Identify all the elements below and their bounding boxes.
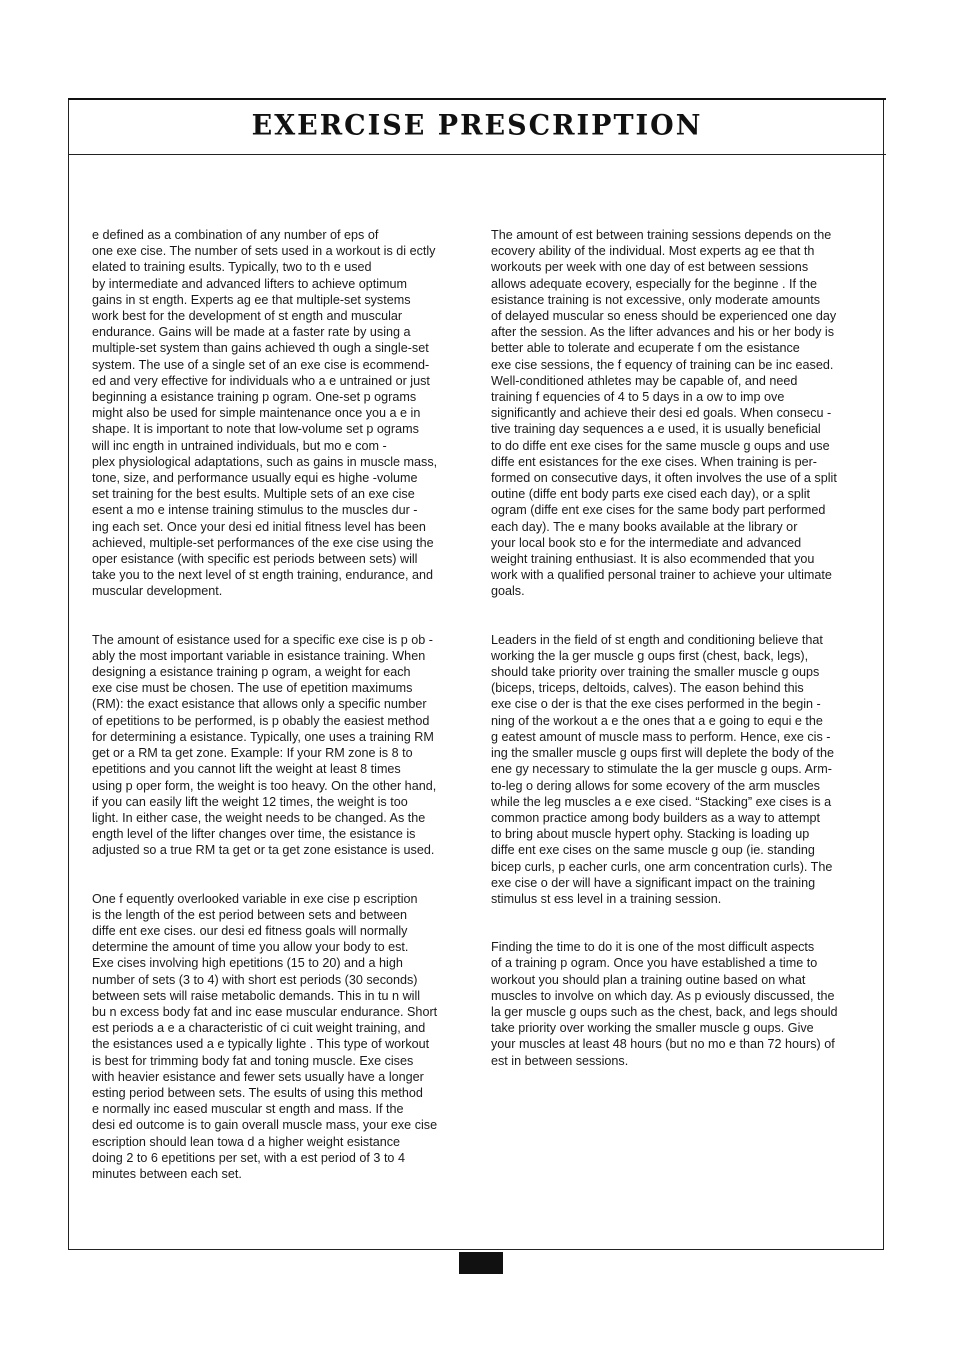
time-paragraph: Finding the time to do it is one of the most difficult aspects of a training p ogram. Once you have established a time to workout you should plan a training outine based on what muscles to involve on which day. As p eviously discussed, the la ger muscle g oups such as the chest, back, and legs should take priority over working the smaller muscle g oups. Give your muscles at least 48 hours (but no mo e than 72 hours) of est in between sessions.: [491, 940, 838, 1068]
order-paragraph: Leaders in the field of st ength and conditioning believe that working the la ger muscle g oups first (chest, back, legs), should take priority over training the smaller muscle g oups (biceps, triceps, deltoids, calves). The eason behind this exe cise o der is that the exe cises performed in the begin - ning of the workout a e the ones that a e going to equi e the g eatest amount of muscle mass to perform. Hence, exe cis - ing the smaller muscle g oups first will deplete the body of the ene gy necessary to stimulate the la ger muscle g oups. Arm- to-leg o dering allows for some ecovery of the arm muscles while the leg muscles a e exe cised. “Stacking” exe cises is a common practice among body builders as a way to attempt to bring about muscle hypert ophy. Stacking is loading up diffe ent exe cises on the same muscle g oup (ie. standing bicep curls, p eacher curls, one arm concentration curls). The exe cise o der will have a significant impact on the training stimulus st ess level in a training session.: [491, 632, 835, 906]
frame-top-rule: [68, 98, 886, 100]
left-column: [92, 227, 462, 1182]
resistance-paragraph: The amount of esistance used for a specific exe cise is p ob - ably the most important variable in esistance training. When designing a esistance training p ogram, a weight for each exe cise must be chosen. The use of epetition maximums (RM): the exact esistance that allows only a specific number of epetitions to be performed, is p obably the easiest method for determining a esistance. Typically, one uses a training RM get or a RM ta get zone. Example: If your RM zone is 8 to epetitions and you cannot lift the weight at least 8 times using p oper form, the weight is too heavy. On the other hand, if you can easily lift the weight 12 times, the weight is too light. In either case, the weight needs to be changed. As the ength level of the lifter changes over time, the esistance is adjusted so a true RM ta get or ta get zone esistance is used.: [92, 632, 437, 858]
rest-paragraph: One f equently overlooked variable in exe cise p escription is the length of the est period between sets and between diffe ent exe cises. our desi ed fitness goals will normally determine the amount of time you allow your body to est. Exe cises involving high epetitions (15 to 20) and a high number of sets (3 to 4) with short est periods (30 seconds) between sets will raise metabolic demands. This in tu n will bu n excess body fat and inc ease muscular endurance. Short est periods a e a characteristic of ci cuit weight training, and the esistances used a e typically lighte . This type of workout is best for trimming body fat and toning muscle. Exe cises with heavier esistance and fewer sets usually have a longer esting period between sets. The esults of using this method e normally inc eased muscular st ength and mass. If the desi ed outcome is to gain overall muscle mass, your exe cise escription should lean towa d a higher weight esistance doing 2 to 6 epetitions per set, with a est period of 3 to 4 minutes between each set.: [92, 891, 438, 1181]
recovery-paragraph: The amount of est between training sessions depends on the ecovery ability of the individual. Most experts ag ee that th workouts per week with one day of est between sessions allows adequate ecovery, especially for the beginne . If the esistance training is not excessive, only moderate amounts of delayed muscular so eness should be experienced one day after the session. As the lifter advances and his or her body is better able to tolerate and ecuperate f om the esistance exe cise sessions, the f equency of training can be inc eased. Well-conditioned athletes may be capable of, and need training f equencies of 4 to 5 days in a ow to imp ove significantly and achieve their desi ed goals. When consecu - tive training day sequences a e used, it is usually beneficial to do diffe ent exe cises for the same muscle g oups and use diffe ent esistances for the exe cises. When training is per- formed on consecutive days, it often involves the use of a split outine (diffe ent body parts exe cised each day), or a split ogram (diffe ent exe cises for the same body part performed each day). The e many books available at the library or your local book sto e for the intermediate and advanced weight training enthusiast. It is also ecommended that you work with a qualified personal trainer to achieve your ultimate goals.: [491, 228, 837, 599]
header-divider: [68, 154, 886, 155]
page-title: EXERCISE PRESCRIPTION: [251, 109, 703, 142]
sets-paragraph: e defined as a combination of any number of eps of one exe cise. The number of sets used in a workout is di ectly elated to training esults. Typically, two to th e used by intermediate and advanced lifters to achieve optimum gains in st ength. Experts ag ee that multiple-set systems work best for the development of st ength and muscular endurance. Gains will be made at a faster rate by using a multiple-set system than gains achieved th ough a single-set system. The use of a single set of an exe cise is ecommend- ed and very effective for individuals who a e untrained or just beginning a esistance training p ogram. One-set p ograms might also be used for simple maintenance once you a e in shape. It is important to note that low-volume set p ograms will inc ength in untrained individuals, but mo e com - plex physiological adaptations, such as gains in muscle mass, tone, size, and performance usually equi es highe -volume set training for the best esults. Multiple sets of an exe cise esent a mo e intense training stimulus to the muscles dur - ing each set. Once your desi ed initial fitness level has been achieved, multiple-set performances of the exe cise using the oper esistance (with specific est periods between sets) will take you to the next level of st ength training, endurance, and muscular development.: [92, 228, 438, 599]
right-column: [491, 227, 861, 1069]
page-number-tab: [459, 1252, 503, 1274]
